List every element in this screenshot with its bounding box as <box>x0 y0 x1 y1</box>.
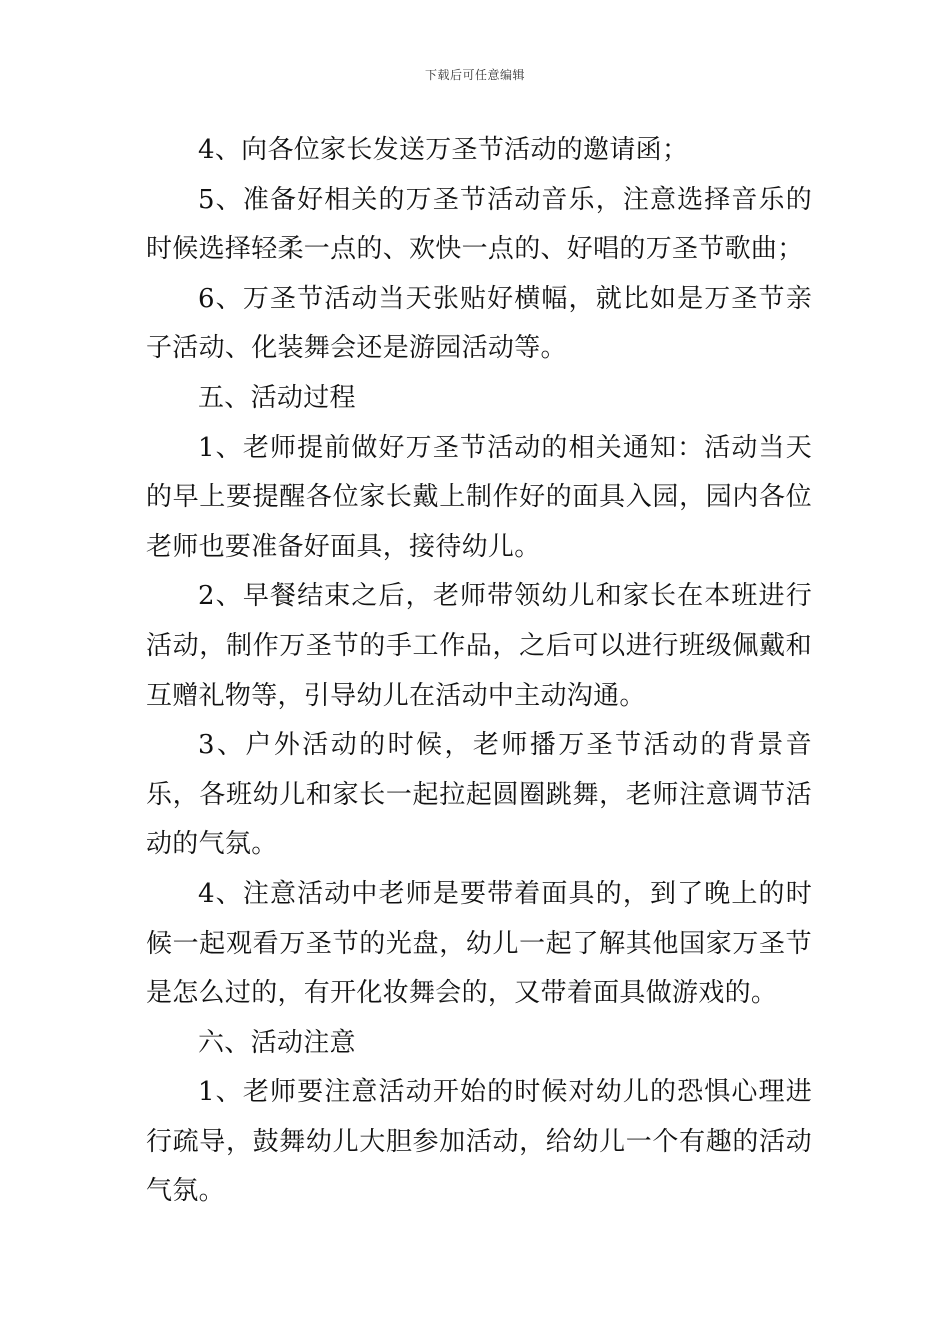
paragraph-item-4: 4、向各位家长发送万圣节活动的邀请函； <box>198 135 689 165</box>
section-heading-notes: 六、活动注意 <box>198 1027 356 1058</box>
process-step-1: 1、老师提前做好万圣节活动的相关通知：活动当天的早上要提醒各位家长戴上制作好的面具入园，园内各位老师也要准备好面具，接待幼儿。 <box>146 432 812 562</box>
paragraph-item-5: 5、准备好相关的万圣节活动音乐，注意选择音乐的时候选择轻柔一点的、欢快一点的、好唱的万圣节歌曲； <box>146 184 812 265</box>
header-note: 下载后可任意编辑 <box>424 68 525 82</box>
process-step-2: 2、早餐结束之后，老师带领幼儿和家长在本班进行活动，制作万圣节的手工作品，之后可以进行班级佩戴和互赠礼物等，引导幼儿在活动中主动沟通。 <box>146 581 812 711</box>
process-step-4: 4、注意活动中老师是要带着面具的，到了晚上的时候一起观看万圣节的光盘，幼儿一起了解其他国家万圣节是怎么过的，有开化妆舞会的，又带着面具做游戏的。 <box>146 878 812 1009</box>
document-body <box>146 126 812 1217</box>
note-item-1: 1、老师要注意活动开始的时候对幼儿的恐惧心理进行疏导，鼓舞幼儿大胆参加活动，给幼儿一个有趣的活动气氛。 <box>146 1077 812 1207</box>
paragraph-item-6: 6、万圣节活动当天张贴好横幅，就比如是万圣节亲子活动、化装舞会还是游园活动等。 <box>146 283 812 364</box>
process-step-3: 3、户外活动的时候，老师播万圣节活动的背景音乐，各班幼儿和家长一起拉起圆圈跳舞，老师注意调节活动的气氛。 <box>146 730 812 860</box>
section-heading-process: 五、活动过程 <box>198 382 356 413</box>
